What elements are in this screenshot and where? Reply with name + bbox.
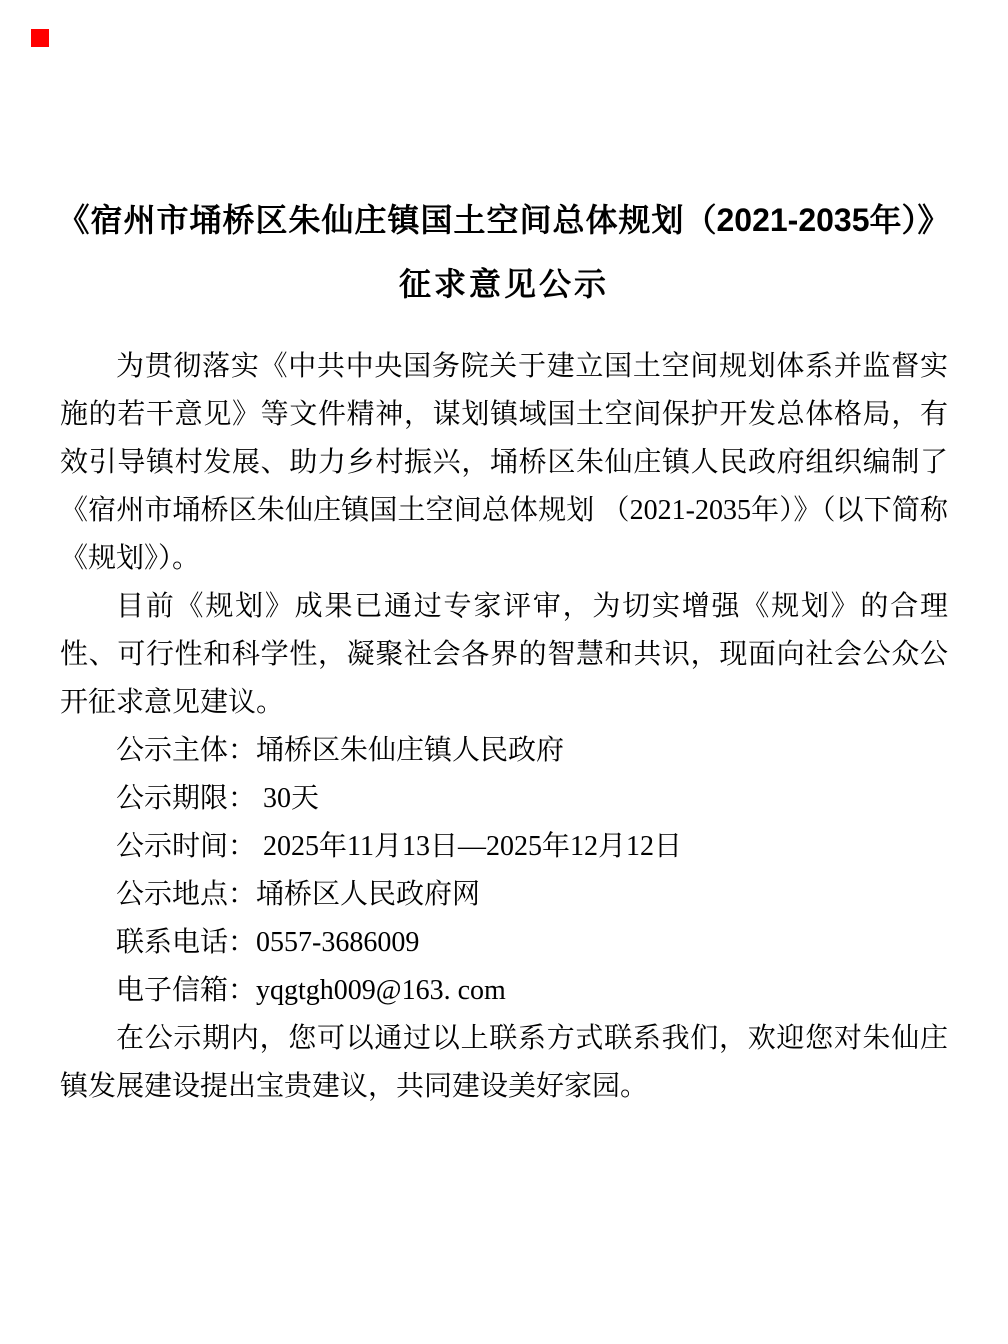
paragraph-intro: 为贯彻落实《中共中央国务院关于建立国土空间规划体系并监督实施的若干意见》等文件精神，谋划镇域国土空间保护开发总体格局，有效引导镇村发展、助力乡村振兴，埇桥区朱仙庄镇人民政府组织编制了《宿州市埇桥区朱仙庄镇国土空间总体规划 （2021-2035年）》（以下简称《规划》）。 [60,351,948,574]
detail-contact-phone: 联系电话：0557-3686009 [116,927,420,958]
document-body [60,343,948,1111]
red-square-marker [31,29,49,47]
detail-contact-email: 电子信箱：yqgtgh009@163. com [116,975,506,1006]
detail-publicity-duration: 公示期限： 30天 [116,783,320,814]
detail-publicity-time: 公示时间： 2025年11月13日—2025年12月12日 [116,831,682,862]
paragraph-purpose: 目前《规划》成果已通过专家评审，为切实增强《规划》的合理性、可行性和科学性，凝聚社会各界的智慧和共识，现面向社会公众公开征求意见建议。 [60,591,948,718]
title-text-prefix: 《宿州市埇桥区朱仙庄镇国土空间总体规划 [57,202,685,238]
title-line-1 [0,188,1008,252]
title-text-suffix: 》 [917,202,951,238]
paragraph-closing: 在公示期内，您可以通过以上联系方式联系我们，欢迎您对朱仙庄镇发展建设提出宝贵建议，共同建设美好家园。 [60,1023,948,1102]
title-plan-period: （2021-2035年） [684,202,918,238]
detail-publicity-location: 公示地点：埇桥区人民政府网 [116,879,481,910]
document-title [0,0,1008,316]
title-line-2: 征求意见公示 [398,266,609,302]
detail-publicity-subject: 公示主体：埇桥区朱仙庄镇人民政府 [116,735,565,766]
